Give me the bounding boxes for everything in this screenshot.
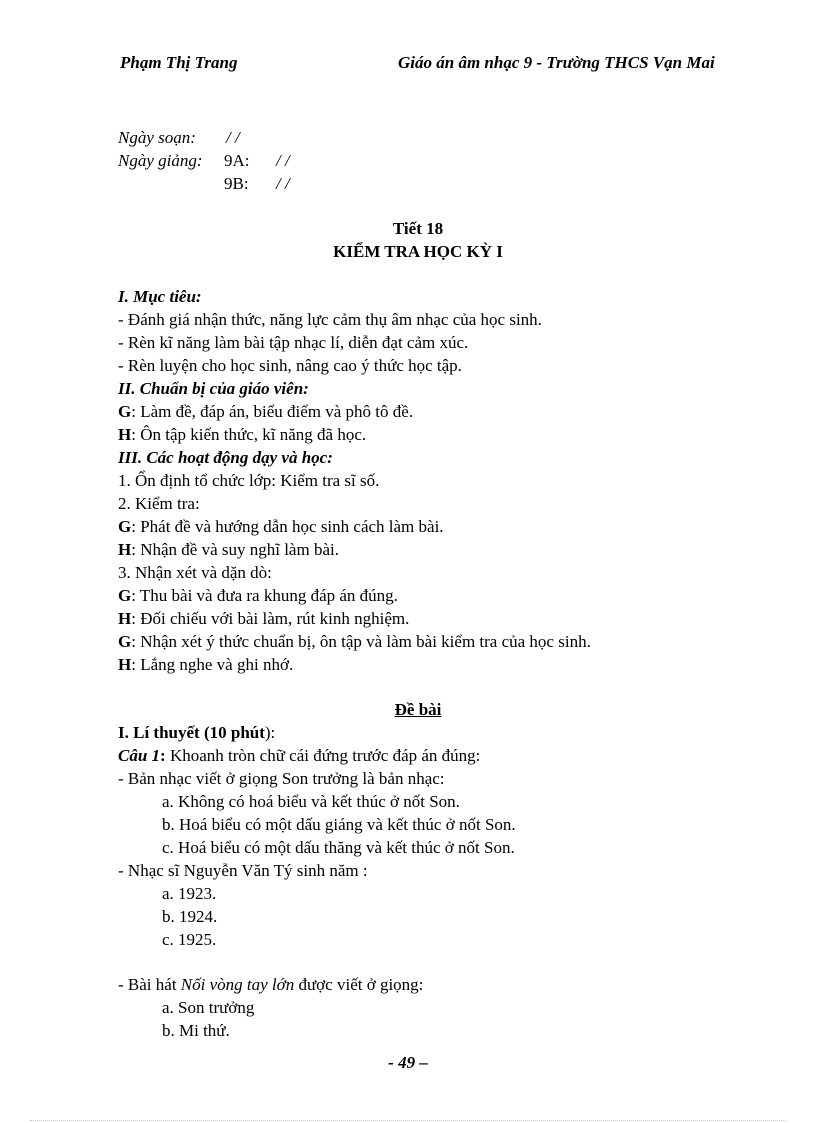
answer-option: a. Son trưởng <box>162 998 255 1017</box>
answer-option: b. 1924. <box>162 907 218 926</box>
class-9b-label: 9B: <box>224 174 249 193</box>
activity-student: H: Nhận đề và suy nghĩ làm bài. <box>118 540 339 559</box>
date-taught-9b <box>118 172 718 195</box>
objective-item: - Rèn kĩ năng làm bài tập nhạc lí, diễn đạt cảm xúc. <box>118 333 469 352</box>
song-title: Nối vòng tay lớn <box>180 975 295 994</box>
date-prepared <box>118 126 718 149</box>
objective-item: - Rèn luyện cho học sinh, nâng cao ý thức học tập. <box>118 356 462 375</box>
activity-student: H: Đối chiếu với bài làm, rút kinh nghiệm. <box>118 609 410 628</box>
question-item: - Bản nhạc viết ở giọng Son trưởng là bản nhạc: <box>118 769 445 788</box>
class-9a-date: / / <box>276 151 290 170</box>
activity-student: H: Lắng nghe và ghi nhớ. <box>118 655 294 674</box>
answer-option: a. 1923. <box>162 884 217 903</box>
activity-teacher: G: Nhận xét ý thức chuẩn bị, ôn tập và làm bài kiểm tra của học sinh. <box>118 632 591 651</box>
page-bottom-divider <box>30 1120 786 1121</box>
header-author: Phạm Thị Trang <box>120 53 238 72</box>
date-taught-label: Ngày giảng: <box>118 151 203 170</box>
question-1: Câu 1: Khoanh tròn chữ cái đứng trước đáp án đúng: <box>118 746 481 765</box>
answer-option: b. Hoá biểu có một dấu giáng và kết thúc ở nốt Son. <box>162 815 516 834</box>
activity-step-3: 3. Nhận xét và dặn dò: <box>118 563 272 582</box>
date-prepared-value: / / <box>226 128 240 147</box>
date-prepared-label: Ngày soạn: <box>118 128 196 147</box>
exam-heading: Đề bài <box>394 700 442 719</box>
question-item: - Bài hát Nối vòng tay lớn được viết ở giọng: <box>118 975 424 994</box>
lesson-number: Tiết 18 <box>392 219 444 238</box>
theory-title: I. Lí thuyết (10 phút): <box>118 723 276 742</box>
preparation-teacher: G: Làm đề, đáp án, biểu điểm và phô tô đề. <box>118 402 414 421</box>
question-item: - Nhạc sĩ Nguyễn Văn Tý sinh năm : <box>118 861 368 880</box>
objective-item: - Đánh giá nhận thức, năng lực cảm thụ âm nhạc của học sinh. <box>118 310 542 329</box>
answer-option: c. 1925. <box>162 930 217 949</box>
activities-heading: III. Các hoạt động dạy và học: <box>118 448 333 467</box>
activity-step-2: 2. Kiểm tra: <box>118 494 200 513</box>
answer-option: a. Không có hoá biểu và kết thúc ở nốt Son. <box>162 792 460 811</box>
page-number: - 49 – <box>388 1053 428 1072</box>
header-title: Giáo án âm nhạc 9 - Trường THCS Vạn Mai <box>398 53 715 72</box>
lesson-title: KIỂM TRA HỌC KỲ I <box>333 242 503 261</box>
answer-option: b. Mi thứ. <box>162 1021 230 1040</box>
preparation-student: H: Ôn tập kiến thức, kĩ năng đã học. <box>118 425 367 444</box>
preparation-heading: II. Chuẩn bị của giáo viên: <box>118 379 309 398</box>
activity-step-1: 1. Ổn định tổ chức lớp: Kiểm tra sĩ số. <box>118 471 380 490</box>
answer-option: c. Hoá biểu có một dấu thăng và kết thúc ở nốt Son. <box>162 838 515 857</box>
activity-teacher: G: Thu bài và đưa ra khung đáp án đúng. <box>118 586 398 605</box>
objectives-heading: I. Mục tiêu: <box>118 287 202 306</box>
document-body <box>118 126 718 1042</box>
date-taught-9a <box>118 149 718 172</box>
class-9b-date: / / <box>276 174 290 193</box>
class-9a-label: 9A: <box>224 151 250 170</box>
activity-teacher: G: Phát đề và hướng dẫn học sinh cách làm bài. <box>118 517 444 536</box>
